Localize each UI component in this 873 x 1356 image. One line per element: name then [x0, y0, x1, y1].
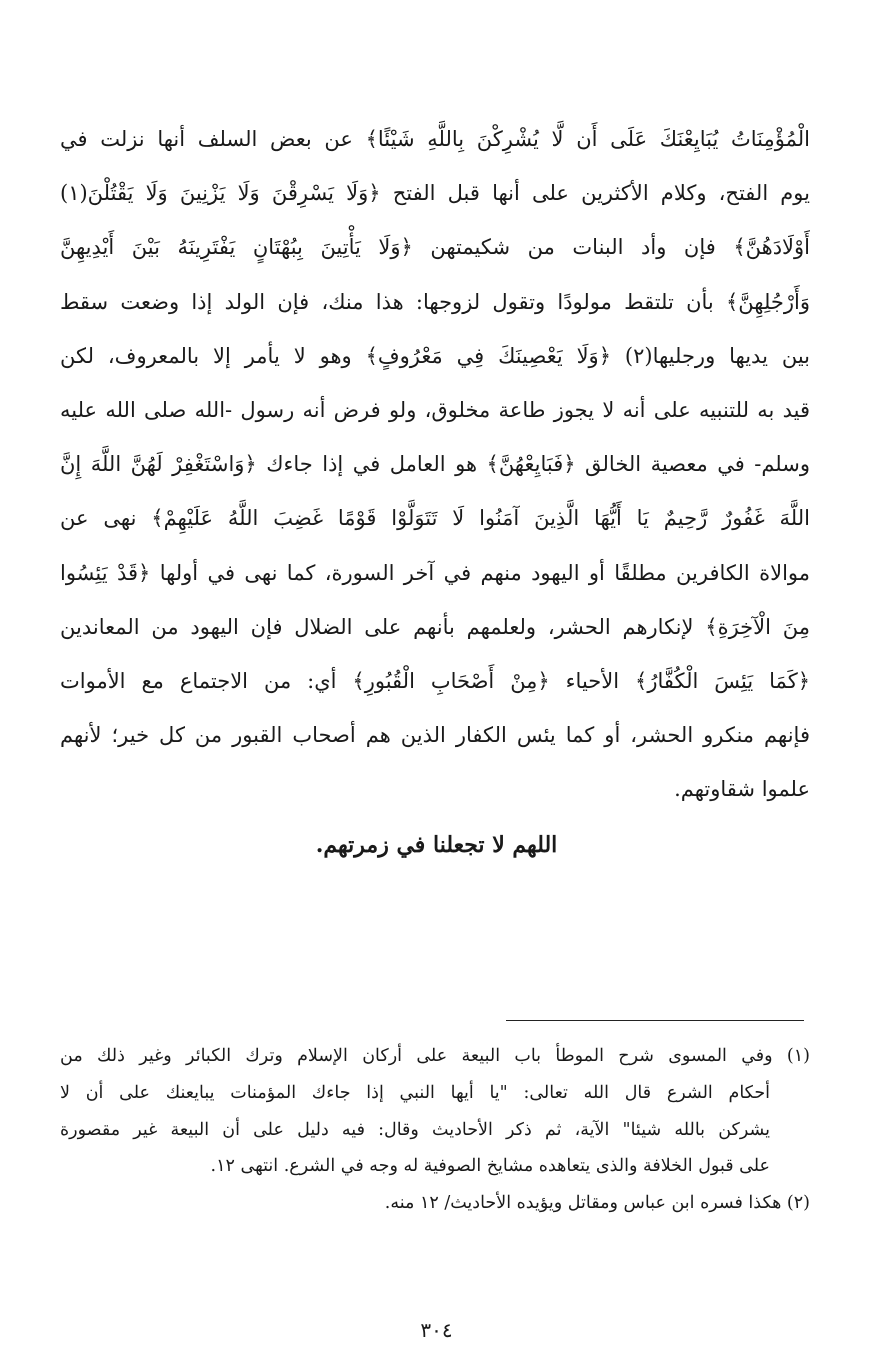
closing-prayer: اللهم لا تجعلنا في زمرتهم.	[315, 832, 558, 858]
body-line: أَوْلَادَهُنَّ﴾ فإن وأد البنات من شكيمتهن ﴿وَلَا يَأْتِينَ بِبُهْتَانٍ يَفْتَرِينَهُ بَيْنَ أَيْدِيهِنَّ	[60, 235, 810, 260]
footnote-line: على قبول الخلافة والذى يتعاهده مشايخ الصوفية له وجه في الشرع. انتهى ١٢.	[210, 1156, 770, 1177]
footnote-line: يشركن بالله شيئا" الآية، ثم ذكر الأحاديث وقال: فيه دليل على أن البيعة غير مقصورة	[60, 1119, 770, 1140]
page-number: ٣٠٤	[420, 1318, 453, 1342]
body-line: فإنهم منكرو الحشر، أو كما يئس الكفار الذين هم أصحاب القبور من كل خير؛ لأنهم	[60, 723, 810, 748]
body-line: مِنَ الْآخِرَةِ﴾ لإنكارهم الحشر، ولعلمهم بأنهم على الضلال فإن اليهود من المعاندين	[60, 614, 810, 639]
body-text	[60, 112, 810, 816]
body-line: يوم الفتح، وكلام الأكثرين على أنها قبل الفتح ﴿وَلَا يَسْرِقْنَ وَلَا يَزْنِينَ وَلَا يَقْتُلْنَ(١)	[60, 181, 810, 206]
body-line: وسلم- في معصية الخالق ﴿فَبَايِعْهُنَّ﴾ هو العامل في إذا جاءك ﴿وَاسْتَغْفِرْ لَهُنَّ اللَّهَ إِنَّ	[60, 452, 810, 477]
footnote-line: (١) وفي المسوى شرح الموطأ باب البيعة على أركان الإسلام وترك الكبائر وغير ذلك من	[60, 1046, 810, 1066]
footnotes	[60, 1038, 810, 1222]
body-line: قيد به للتنبيه على أنه لا يجوز طاعة مخلوق، ولو فرض أنه رسول -الله صلى الله عليه	[60, 397, 810, 422]
body-line: وَأَرْجُلِهِنَّ﴾ بأن تلتقط مولودًا وتقول لزوجها: هذا منك، فإن الولد إذا وضعت سقط	[60, 289, 810, 314]
body-line: ﴿كَمَا يَئِسَ الْكُفَّارُ﴾ الأحياء ﴿مِنْ أَصْحَابِ الْقُبُورِ﴾ أي: من الاجتماع مع الأموات	[60, 668, 810, 693]
footnote-separator	[506, 1020, 804, 1021]
body-line: علموا شقاوتهم.	[674, 777, 810, 802]
body-line: الْمُؤْمِنَاتُ يُبَايِعْنَكَ عَلَى أَن لَّا يُشْرِكْنَ بِاللَّهِ شَيْئًا﴾ عن بعض السلف أنها نزلت في	[60, 127, 810, 151]
body-line: موالاة الكافرين مطلقًا أو اليهود منهم في آخر السورة، كما نهى في أولها ﴿قَدْ يَئِسُوا	[60, 560, 810, 585]
body-line: اللَّهَ غَفُورٌ رَّحِيمٌ يَا أَيُّهَا الَّذِينَ آمَنُوا لَا تَتَوَلَّوْا قَوْمًا غَضِبَ اللَّهُ عَلَيْهِمْ﴾ نهى عن	[60, 506, 810, 531]
body-line: بين يديها ورجليها(٢) ﴿وَلَا يَعْصِينَكَ فِي مَعْرُوفٍ﴾ وهو لا يأمر إلا بالمعروف، لكن	[60, 343, 810, 368]
footnote-line: (٢) هكذا فسره ابن عباس ومقاتل ويؤيده الأحاديث/ ١٢ منه.	[384, 1193, 810, 1214]
footnote-line: أحكام الشرع قال الله تعالى: "يا أيها النبي إذا جاءك المؤمنات يبايعنك على أن لا	[60, 1082, 770, 1103]
